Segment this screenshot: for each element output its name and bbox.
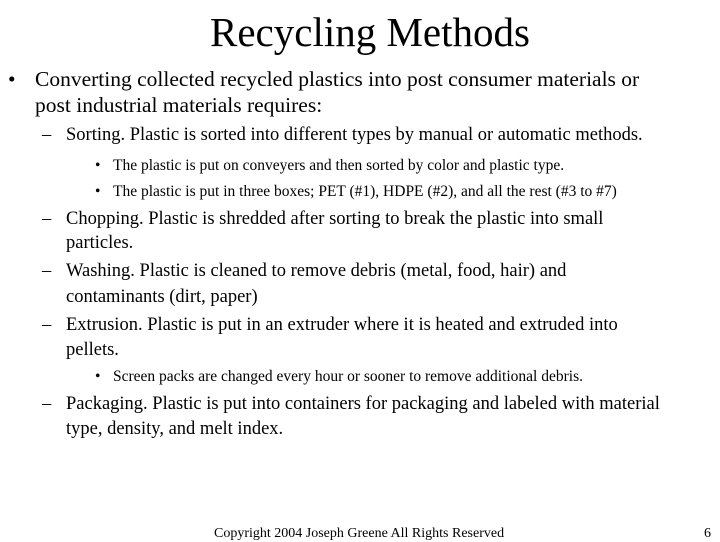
item-text: Chopping. Plastic is shredded after sorting to break the plastic into small xyxy=(66,209,604,229)
item-text: particles. xyxy=(66,233,134,253)
dash-icon: – xyxy=(42,261,52,281)
dash-icon: – xyxy=(42,315,52,335)
sub-item-text: Screen packs are changed every hour or sooner to remove additional debris. xyxy=(113,368,583,385)
bullet-icon: • xyxy=(8,67,16,91)
dash-icon: – xyxy=(42,125,52,145)
sub-item-text: The plastic is put on conveyers and then sorted by color and plastic type. xyxy=(113,157,565,174)
bullet-icon: • xyxy=(95,368,101,385)
bullet-text: post industrial materials requires: xyxy=(35,93,323,117)
dash-icon: – xyxy=(42,394,52,414)
dash-icon: – xyxy=(42,209,52,229)
slide-title: Recycling Methods xyxy=(210,9,530,55)
bullet-text: Converting collected recycled plastics into post consumer materials or xyxy=(35,67,640,91)
item-text: type, density, and melt index. xyxy=(66,419,284,439)
page-number: 6 xyxy=(704,526,711,541)
item-text: Extrusion. Plastic is put in an extruder where it is heated and extruded into xyxy=(66,315,618,335)
bullet-icon: • xyxy=(95,183,101,200)
bullet-icon: • xyxy=(95,157,101,174)
item-text: contaminants (dirt, paper) xyxy=(66,287,258,307)
item-text: Packaging. Plastic is put into containers for packaging and labeled with material xyxy=(66,394,660,414)
item-text: Washing. Plastic is cleaned to remove debris (metal, food, hair) and xyxy=(66,261,567,281)
item-text: Sorting. Plastic is sorted into different types by manual or automatic methods. xyxy=(66,125,643,145)
copyright-footer: Copyright 2004 Joseph Greene All Rights Reserved xyxy=(214,526,505,541)
sub-item-text: The plastic is put in three boxes; PET (#1), HDPE (#2), and all the rest (#3 to #7) xyxy=(113,183,617,200)
item-text: pellets. xyxy=(66,340,119,360)
